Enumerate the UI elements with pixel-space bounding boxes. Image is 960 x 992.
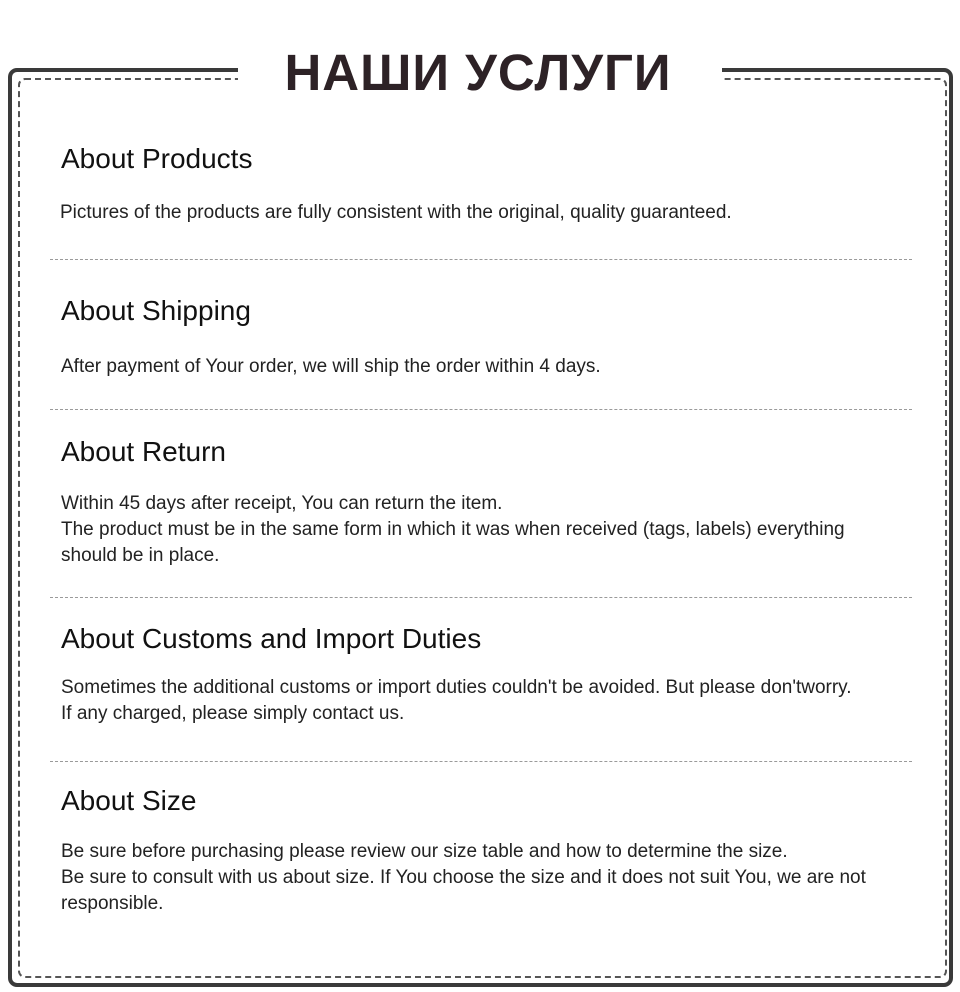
- section-customs: [61, 622, 921, 727]
- section-text: The product must be in the same form in which it was when received (tags, labels) everything: [61, 519, 845, 540]
- section-text: Be sure to consult with us about size. If You choose the size and it does not suit You, we are not: [61, 867, 866, 888]
- section-text: Be sure before purchasing please review our size table and how to determine the size.: [61, 841, 788, 862]
- section-heading: About Return: [61, 436, 226, 467]
- section-text: Within 45 days after receipt, You can return the item.: [61, 493, 503, 514]
- section-divider: [50, 409, 912, 410]
- section-text: Pictures of the products are fully consistent with the original, quality guaranteed.: [60, 202, 732, 223]
- section-products: [61, 142, 921, 226]
- section-text: should be in place.: [61, 545, 220, 566]
- section-divider: [50, 761, 912, 762]
- page-title: НАШИ УСЛУГИ: [284, 44, 672, 101]
- section-size: [61, 784, 921, 917]
- section-heading: About Products: [61, 143, 253, 174]
- section-heading: About Size: [61, 785, 197, 816]
- section-text: responsible.: [61, 893, 164, 914]
- section-text: After payment of Your order, we will ship the order within 4 days.: [61, 356, 601, 377]
- section-text: Sometimes the additional customs or import duties couldn't be avoided. But please don'tworry.: [61, 677, 852, 698]
- section-return: [61, 435, 921, 569]
- section-heading: About Customs and Import Duties: [61, 623, 482, 654]
- section-text: If any charged, please simply contact us.: [61, 703, 405, 724]
- section-heading: About Shipping: [61, 295, 251, 326]
- section-divider: [50, 259, 912, 260]
- section-divider: [50, 597, 912, 598]
- section-shipping: [61, 294, 921, 380]
